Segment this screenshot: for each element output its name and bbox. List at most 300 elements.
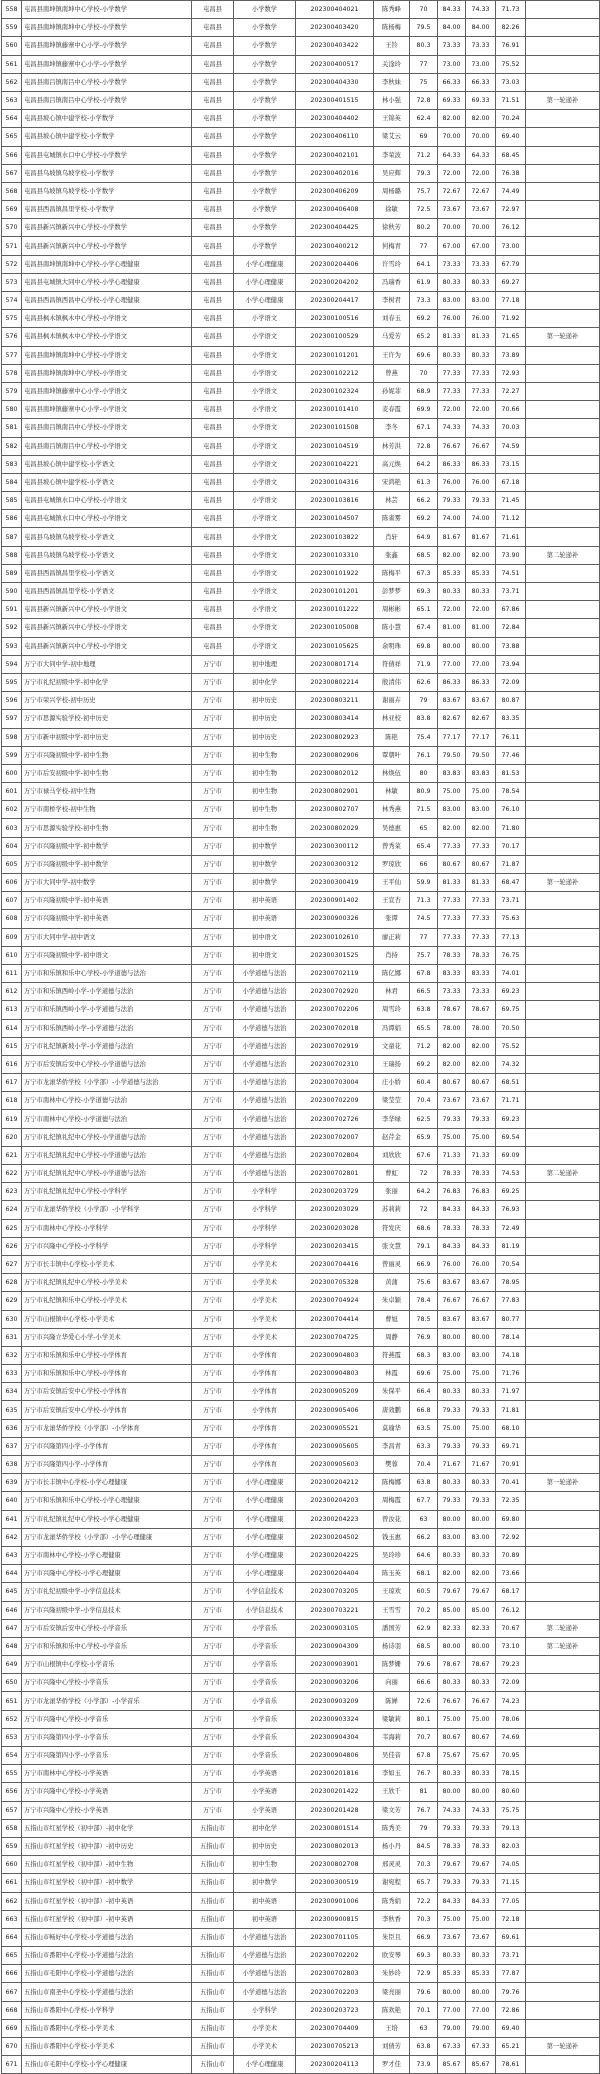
exam-id-cell: 202300101410 <box>296 401 374 419</box>
row-number: 655 <box>2 1765 22 1783</box>
position-cell: 万宁市兴隆第四小学-小学体育 <box>22 1456 192 1474</box>
row-number: 597 <box>2 710 22 728</box>
city-cell: 万宁市 <box>192 892 234 910</box>
interview-score-cell: 83.67 <box>438 1274 466 1292</box>
exam-id-cell: 202300802013 <box>296 1837 374 1855</box>
note-cell <box>526 164 600 182</box>
subject-cell: 小学语文 <box>234 528 296 546</box>
position-cell: 万宁市和乐镇西岭小学-小学道德与法治 <box>22 983 192 1001</box>
total-score-cell: 76.38 <box>496 164 526 182</box>
subject-cell: 小学美术 <box>234 2019 296 2037</box>
name-cell: 李荣波 <box>374 146 410 164</box>
exam-id-cell: 202300201816 <box>296 1765 374 1783</box>
name-cell: 肖轩 <box>374 528 410 546</box>
score-cell: 82.33 <box>466 1619 496 1637</box>
exam-id-cell: 202300406209 <box>296 182 374 200</box>
written-score-cell: 81 <box>410 1783 438 1801</box>
exam-id-cell: 202300203723 <box>296 2001 374 2019</box>
score-cell: 78.33 <box>466 1165 496 1183</box>
position-cell: 万宁市兴隆中心学校-小学心理健康 <box>22 1565 192 1583</box>
score-cell: 86.33 <box>466 673 496 691</box>
note-cell <box>526 837 600 855</box>
total-score-cell: 75.52 <box>496 55 526 73</box>
interview-score-cell: 80.67 <box>438 1728 466 1746</box>
row-number: 637 <box>2 1437 22 1455</box>
row-number: 589 <box>2 564 22 582</box>
interview-score-cell: 82.00 <box>438 1565 466 1583</box>
table-row <box>2 1947 600 1965</box>
table-row <box>2 455 600 473</box>
row-number: 660 <box>2 1856 22 1874</box>
name-cell: 庄小娇 <box>374 1074 410 1092</box>
interview-score-cell: 78.33 <box>438 1219 466 1237</box>
total-score-cell: 78.15 <box>496 1765 526 1783</box>
name-cell: 冯谭娟 <box>374 1019 410 1037</box>
score-cell: 79.67 <box>466 1856 496 1874</box>
name-cell: 林芳洪 <box>374 437 410 455</box>
city-cell: 五指山市 <box>192 2038 234 2056</box>
total-score-cell: 69.40 <box>496 128 526 146</box>
city-cell: 万宁市 <box>192 1437 234 1455</box>
subject-cell: 小学道德与法治 <box>234 983 296 1001</box>
subject-cell: 小学心理健康 <box>234 292 296 310</box>
table-row <box>2 382 600 400</box>
position-cell: 屯昌县南坤镇南坤中心学校-小学语文 <box>22 364 192 382</box>
position-cell: 万宁市龙滚华侨学校（小学部）-小学音乐 <box>22 1692 192 1710</box>
total-score-cell: 76.12 <box>496 219 526 237</box>
exam-id-cell: 202300103822 <box>296 528 374 546</box>
exam-id-cell: 202300204212 <box>296 1474 374 1492</box>
table-row <box>2 73 600 91</box>
table-row <box>2 1001 600 1019</box>
note-cell <box>526 237 600 255</box>
interview-score-cell: 74.33 <box>438 1801 466 1819</box>
interview-score-cell: 66.33 <box>438 73 466 91</box>
table-row <box>2 710 600 728</box>
total-score-cell: 75.63 <box>496 910 526 928</box>
interview-score-cell: 71.33 <box>438 1146 466 1164</box>
score-cell: 79.33 <box>466 1401 496 1419</box>
row-number: 665 <box>2 1947 22 1965</box>
exam-id-cell: 202300401515 <box>296 91 374 109</box>
interview-score-cell: 85.00 <box>438 1601 466 1619</box>
written-score-cell: 70.4 <box>410 1092 438 1110</box>
exam-id-cell: 202300300419 <box>296 874 374 892</box>
city-cell: 万宁市 <box>192 1292 234 1310</box>
subject-cell: 小学美术 <box>234 2038 296 2056</box>
exam-id-cell: 202300704924 <box>296 1292 374 1310</box>
city-cell: 屯昌县 <box>192 401 234 419</box>
written-score-cell: 65.2 <box>410 328 438 346</box>
name-cell: 关淦玲 <box>374 55 410 73</box>
total-score-cell: 74.18 <box>496 1346 526 1364</box>
subject-cell: 小学体育 <box>234 1437 296 1455</box>
note-cell <box>526 273 600 291</box>
position-cell: 屯昌县屯城镇水口中心学校-小学语文 <box>22 510 192 528</box>
interview-score-cell: 83.00 <box>438 801 466 819</box>
row-number: 650 <box>2 1674 22 1692</box>
city-cell: 万宁市 <box>192 1310 234 1328</box>
position-cell: 屯昌县坡心镇中建学校-小学数学 <box>22 110 192 128</box>
interview-score-cell: 83.83 <box>438 764 466 782</box>
table-row <box>2 255 600 273</box>
interview-score-cell: 82.00 <box>438 819 466 837</box>
name-cell: 李昌青 <box>374 1437 410 1455</box>
note-cell <box>526 182 600 200</box>
note-cell <box>526 601 600 619</box>
written-score-cell: 65 <box>410 819 438 837</box>
exam-id-cell: 202300204113 <box>296 2056 374 2074</box>
written-score-cell: 70.2 <box>410 1601 438 1619</box>
written-score-cell: 73.9 <box>410 2056 438 2074</box>
row-number: 562 <box>2 73 22 91</box>
table-row <box>2 1747 600 1765</box>
subject-cell: 初中语文 <box>234 946 296 964</box>
position-cell: 万宁市兴隆初级中学-小学信息技术 <box>22 1601 192 1619</box>
position-cell: 万宁市礼纪镇新坡小学-小学道德与法治 <box>22 1037 192 1055</box>
table-row <box>2 764 600 782</box>
written-score-cell: 80.9 <box>410 783 438 801</box>
position-cell: 屯昌县西昌镇西昌中心学校-小学心理健康 <box>22 292 192 310</box>
interview-score-cell: 76.67 <box>438 1692 466 1710</box>
name-cell: 欧安琴 <box>374 1947 410 1965</box>
city-cell: 屯昌县 <box>192 564 234 582</box>
table-row <box>2 1837 600 1855</box>
city-cell: 屯昌县 <box>192 164 234 182</box>
name-cell: 周静 <box>374 1328 410 1346</box>
subject-cell: 初中数学 <box>234 874 296 892</box>
exam-id-cell: 202300105625 <box>296 637 374 655</box>
score-cell: 76.67 <box>466 437 496 455</box>
total-score-cell: 75.75 <box>496 1801 526 1819</box>
interview-score-cell: 67.00 <box>438 237 466 255</box>
exam-id-cell: 202300702310 <box>296 1055 374 1073</box>
exam-id-cell: 202300404425 <box>296 219 374 237</box>
subject-cell: 小学语文 <box>234 310 296 328</box>
exam-id-cell: 202300204502 <box>296 1528 374 1546</box>
row-number: 671 <box>2 2056 22 2074</box>
table-row <box>2 528 600 546</box>
total-score-cell: 73.00 <box>496 237 526 255</box>
table-row <box>2 1510 600 1528</box>
table-row <box>2 1401 600 1419</box>
table-row <box>2 546 600 564</box>
written-score-cell: 72.5 <box>410 201 438 219</box>
interview-score-cell: 72.67 <box>438 182 466 200</box>
city-cell: 万宁市 <box>192 1328 234 1346</box>
position-cell: 万宁市山根镇中心学校-小学音乐 <box>22 1656 192 1674</box>
name-cell: 刘欣欣 <box>374 1146 410 1164</box>
table-row <box>2 1528 600 1546</box>
interview-score-cell: 79.33 <box>438 1437 466 1455</box>
interview-score-cell: 80.00 <box>438 1510 466 1528</box>
written-score-cell: 66 <box>410 855 438 873</box>
exam-id-cell: 202300801514 <box>296 1819 374 1837</box>
exam-id-cell: 202300905406 <box>296 1401 374 1419</box>
name-cell: 文童花 <box>374 1037 410 1055</box>
position-cell: 屯昌县坡心镇中建学校-小学数学 <box>22 128 192 146</box>
score-cell: 83.00 <box>466 1346 496 1364</box>
total-score-cell: 72.93 <box>496 364 526 382</box>
note-cell <box>526 1310 600 1328</box>
subject-cell: 小学语文 <box>234 419 296 437</box>
written-score-cell: 79.3 <box>410 164 438 182</box>
row-number: 651 <box>2 1692 22 1710</box>
results-table <box>1 0 600 2074</box>
position-cell: 万宁市礼纪镇和乐中心学校-小学美术 <box>22 1292 192 1310</box>
note-cell <box>526 1492 600 1510</box>
row-number: 640 <box>2 1492 22 1510</box>
score-cell: 75.00 <box>466 1910 496 1928</box>
name-cell: 宋鸿艳 <box>374 473 410 491</box>
score-cell: 80.00 <box>466 1637 496 1655</box>
subject-cell: 小学音乐 <box>234 1728 296 1746</box>
interview-score-cell: 78.67 <box>438 1656 466 1674</box>
interview-score-cell: 72.00 <box>438 401 466 419</box>
score-cell: 79.33 <box>466 1110 496 1128</box>
note-cell: 第一轮递补 <box>526 1474 600 1492</box>
note-cell <box>526 37 600 55</box>
name-cell: 向丽 <box>374 1674 410 1692</box>
name-cell: 朱臣且 <box>374 1928 410 1946</box>
score-cell: 80.33 <box>466 1947 496 1965</box>
city-cell: 万宁市 <box>192 1128 234 1146</box>
score-cell: 80.00 <box>466 1783 496 1801</box>
row-number: 605 <box>2 855 22 873</box>
note-cell <box>526 1983 600 2001</box>
table-row <box>2 837 600 855</box>
total-score-cell: 74.01 <box>496 964 526 982</box>
table-row <box>2 564 600 582</box>
row-number: 566 <box>2 146 22 164</box>
total-score-cell: 72.27 <box>496 382 526 400</box>
total-score-cell: 74.53 <box>496 1165 526 1183</box>
note-cell <box>526 619 600 637</box>
position-cell: 五指山市番阳中心学校-小学科学 <box>22 2001 192 2019</box>
subject-cell: 初中英语 <box>234 892 296 910</box>
name-cell: 曾汝花 <box>374 1510 410 1528</box>
row-number: 613 <box>2 1001 22 1019</box>
interview-score-cell: 85.67 <box>438 2056 466 2074</box>
interview-score-cell: 74.00 <box>438 510 466 528</box>
interview-score-cell: 76.67 <box>438 437 466 455</box>
subject-cell: 小学音乐 <box>234 1656 296 1674</box>
written-score-cell: 72.9 <box>410 1965 438 1983</box>
note-cell <box>526 1965 600 1983</box>
name-cell: 徐敏 <box>374 201 410 219</box>
exam-id-cell: 202300101201 <box>296 583 374 601</box>
row-number: 593 <box>2 637 22 655</box>
city-cell: 万宁市 <box>192 1546 234 1564</box>
exam-id-cell: 202300201428 <box>296 1801 374 1819</box>
city-cell: 屯昌县 <box>192 419 234 437</box>
row-number: 574 <box>2 292 22 310</box>
position-cell: 万宁市兴隆中心学校-小学英语 <box>22 1783 192 1801</box>
city-cell: 屯昌县 <box>192 510 234 528</box>
table-row <box>2 292 600 310</box>
note-cell <box>526 801 600 819</box>
table-row <box>2 91 600 109</box>
note-cell <box>526 1656 600 1674</box>
subject-cell: 小学语文 <box>234 473 296 491</box>
row-number: 633 <box>2 1365 22 1383</box>
written-score-cell: 63 <box>410 2019 438 2037</box>
results-table-body <box>2 1 600 2074</box>
table-row <box>2 1310 600 1328</box>
score-cell: 74.33 <box>466 1 496 19</box>
written-score-cell: 65.1 <box>410 601 438 619</box>
position-cell: 五指山市番阳中心学校-小学美术 <box>22 2019 192 2037</box>
position-cell: 万宁市后安镇后安中心学校-小学体育 <box>22 1383 192 1401</box>
interview-score-cell: 73.33 <box>438 983 466 1001</box>
exam-id-cell: 202300400212 <box>296 237 374 255</box>
note-cell <box>526 1837 600 1855</box>
note-cell <box>526 1201 600 1219</box>
exam-id-cell: 202300100529 <box>296 328 374 346</box>
exam-id-cell: 202300802029 <box>296 819 374 837</box>
total-score-cell: 79.76 <box>496 1983 526 2001</box>
subject-cell: 小学音乐 <box>234 1637 296 1655</box>
row-number: 569 <box>2 201 22 219</box>
note-cell <box>526 928 600 946</box>
subject-cell: 小学信息技术 <box>234 1601 296 1619</box>
subject-cell: 初中英语 <box>234 1910 296 1928</box>
note-cell <box>526 1456 600 1474</box>
name-cell: 殷清伟 <box>374 673 410 691</box>
name-cell: 林小强 <box>374 91 410 109</box>
total-score-cell: 83.35 <box>496 710 526 728</box>
interview-score-cell: 72.00 <box>438 164 466 182</box>
score-cell: 77.00 <box>466 655 496 673</box>
total-score-cell: 69.23 <box>496 1110 526 1128</box>
subject-cell: 小学体育 <box>234 1383 296 1401</box>
note-cell <box>526 1583 600 1601</box>
interview-score-cell: 74.33 <box>438 419 466 437</box>
note-cell: 第一轮递补 <box>526 328 600 346</box>
interview-score-cell: 86.33 <box>438 455 466 473</box>
interview-score-cell: 73.67 <box>438 1928 466 1946</box>
exam-id-cell: 202300406408 <box>296 201 374 219</box>
position-cell: 五指山市红星学校（初中部）-初中英语 <box>22 1892 192 1910</box>
position-cell: 屯昌县南坤镇藤寨中心小学-小学语文 <box>22 401 192 419</box>
position-cell: 万宁市兴隆第四小学-小学体育 <box>22 1437 192 1455</box>
table-row <box>2 1656 600 1674</box>
name-cell: 张文慧 <box>374 1237 410 1255</box>
note-cell <box>526 728 600 746</box>
city-cell: 五指山市 <box>192 2056 234 2074</box>
interview-score-cell: 67.33 <box>438 2038 466 2056</box>
name-cell: 吴应辉 <box>374 164 410 182</box>
position-cell: 屯昌县南吕镇南吕中心学校-小学语文 <box>22 419 192 437</box>
score-cell: 82.00 <box>466 110 496 128</box>
interview-score-cell: 81.67 <box>438 528 466 546</box>
total-score-cell: 70.24 <box>496 110 526 128</box>
written-score-cell: 70 <box>410 364 438 382</box>
score-cell: 69.33 <box>466 91 496 109</box>
table-row <box>2 1328 600 1346</box>
city-cell: 万宁市 <box>192 1346 234 1364</box>
subject-cell: 小学心理健康 <box>234 1492 296 1510</box>
score-cell: 84.00 <box>466 19 496 37</box>
position-cell: 万宁市南林中心学校-小学道德与法治 <box>22 1110 192 1128</box>
subject-cell: 小学体育 <box>234 1419 296 1437</box>
table-row <box>2 1765 600 1783</box>
name-cell: 张丽 <box>374 1183 410 1201</box>
name-cell: 彭梦梦 <box>374 583 410 601</box>
row-number: 629 <box>2 1292 22 1310</box>
city-cell: 五指山市 <box>192 1947 234 1965</box>
position-cell: 万宁市长丰镇中心学校-小学美术 <box>22 1255 192 1273</box>
city-cell: 万宁市 <box>192 1019 234 1037</box>
city-cell: 屯昌县 <box>192 237 234 255</box>
written-score-cell: 63.8 <box>410 2038 438 2056</box>
city-cell: 万宁市 <box>192 1419 234 1437</box>
row-number: 662 <box>2 1892 22 1910</box>
written-score-cell: 76.1 <box>410 746 438 764</box>
subject-cell: 初中生物 <box>234 746 296 764</box>
total-score-cell: 73.15 <box>496 455 526 473</box>
total-score-cell: 71.51 <box>496 91 526 109</box>
subject-cell: 小学语文 <box>234 564 296 582</box>
note-cell <box>526 1856 600 1874</box>
row-number: 632 <box>2 1346 22 1364</box>
subject-cell: 小学语文 <box>234 546 296 564</box>
row-number: 656 <box>2 1783 22 1801</box>
score-cell: 85.33 <box>466 1965 496 1983</box>
score-cell: 66.33 <box>466 73 496 91</box>
total-score-cell: 69.23 <box>496 983 526 1001</box>
table-row <box>2 364 600 382</box>
city-cell: 屯昌县 <box>192 492 234 510</box>
position-cell: 屯昌县屯城镇大同中心学校-小学心理健康 <box>22 273 192 291</box>
name-cell: 李冬 <box>374 419 410 437</box>
city-cell: 屯昌县 <box>192 437 234 455</box>
score-cell: 73.33 <box>466 255 496 273</box>
position-cell: 屯昌县西昌镇昌里学校-小学语文 <box>22 583 192 601</box>
written-score-cell: 63.8 <box>410 1474 438 1492</box>
score-cell: 76.00 <box>466 1255 496 1273</box>
note-cell <box>526 1710 600 1728</box>
table-row <box>2 219 600 237</box>
name-cell: 王平仙 <box>374 874 410 892</box>
name-cell: 林君 <box>374 983 410 1001</box>
subject-cell: 小学道德与法治 <box>234 1165 296 1183</box>
written-score-cell: 74.5 <box>410 910 438 928</box>
subject-cell: 小学心理健康 <box>234 1565 296 1583</box>
subject-cell: 小学科学 <box>234 1219 296 1237</box>
name-cell: 曾秀菜 <box>374 837 410 855</box>
written-score-cell: 70.7 <box>410 1728 438 1746</box>
note-cell <box>526 1783 600 1801</box>
note-cell <box>526 1219 600 1237</box>
table-row <box>2 19 600 37</box>
interview-score-cell: 84.33 <box>438 1892 466 1910</box>
written-score-cell: 66.4 <box>410 1383 438 1401</box>
written-score-cell: 71.9 <box>410 655 438 673</box>
note-cell <box>526 219 600 237</box>
score-cell: 75.00 <box>466 1365 496 1383</box>
exam-id-cell: 202300101201 <box>296 346 374 364</box>
subject-cell: 小学心理健康 <box>234 2056 296 2074</box>
score-cell: 73.33 <box>466 983 496 1001</box>
exam-id-cell: 202300204223 <box>296 1510 374 1528</box>
exam-id-cell: 202300102212 <box>296 364 374 382</box>
score-cell: 73.33 <box>466 37 496 55</box>
name-cell: 符燕霞 <box>374 1346 410 1364</box>
position-cell: 万宁市长丰镇中心学校-小学心理健康 <box>22 1474 192 1492</box>
interview-score-cell: 76.83 <box>438 1183 466 1201</box>
row-number: 604 <box>2 837 22 855</box>
